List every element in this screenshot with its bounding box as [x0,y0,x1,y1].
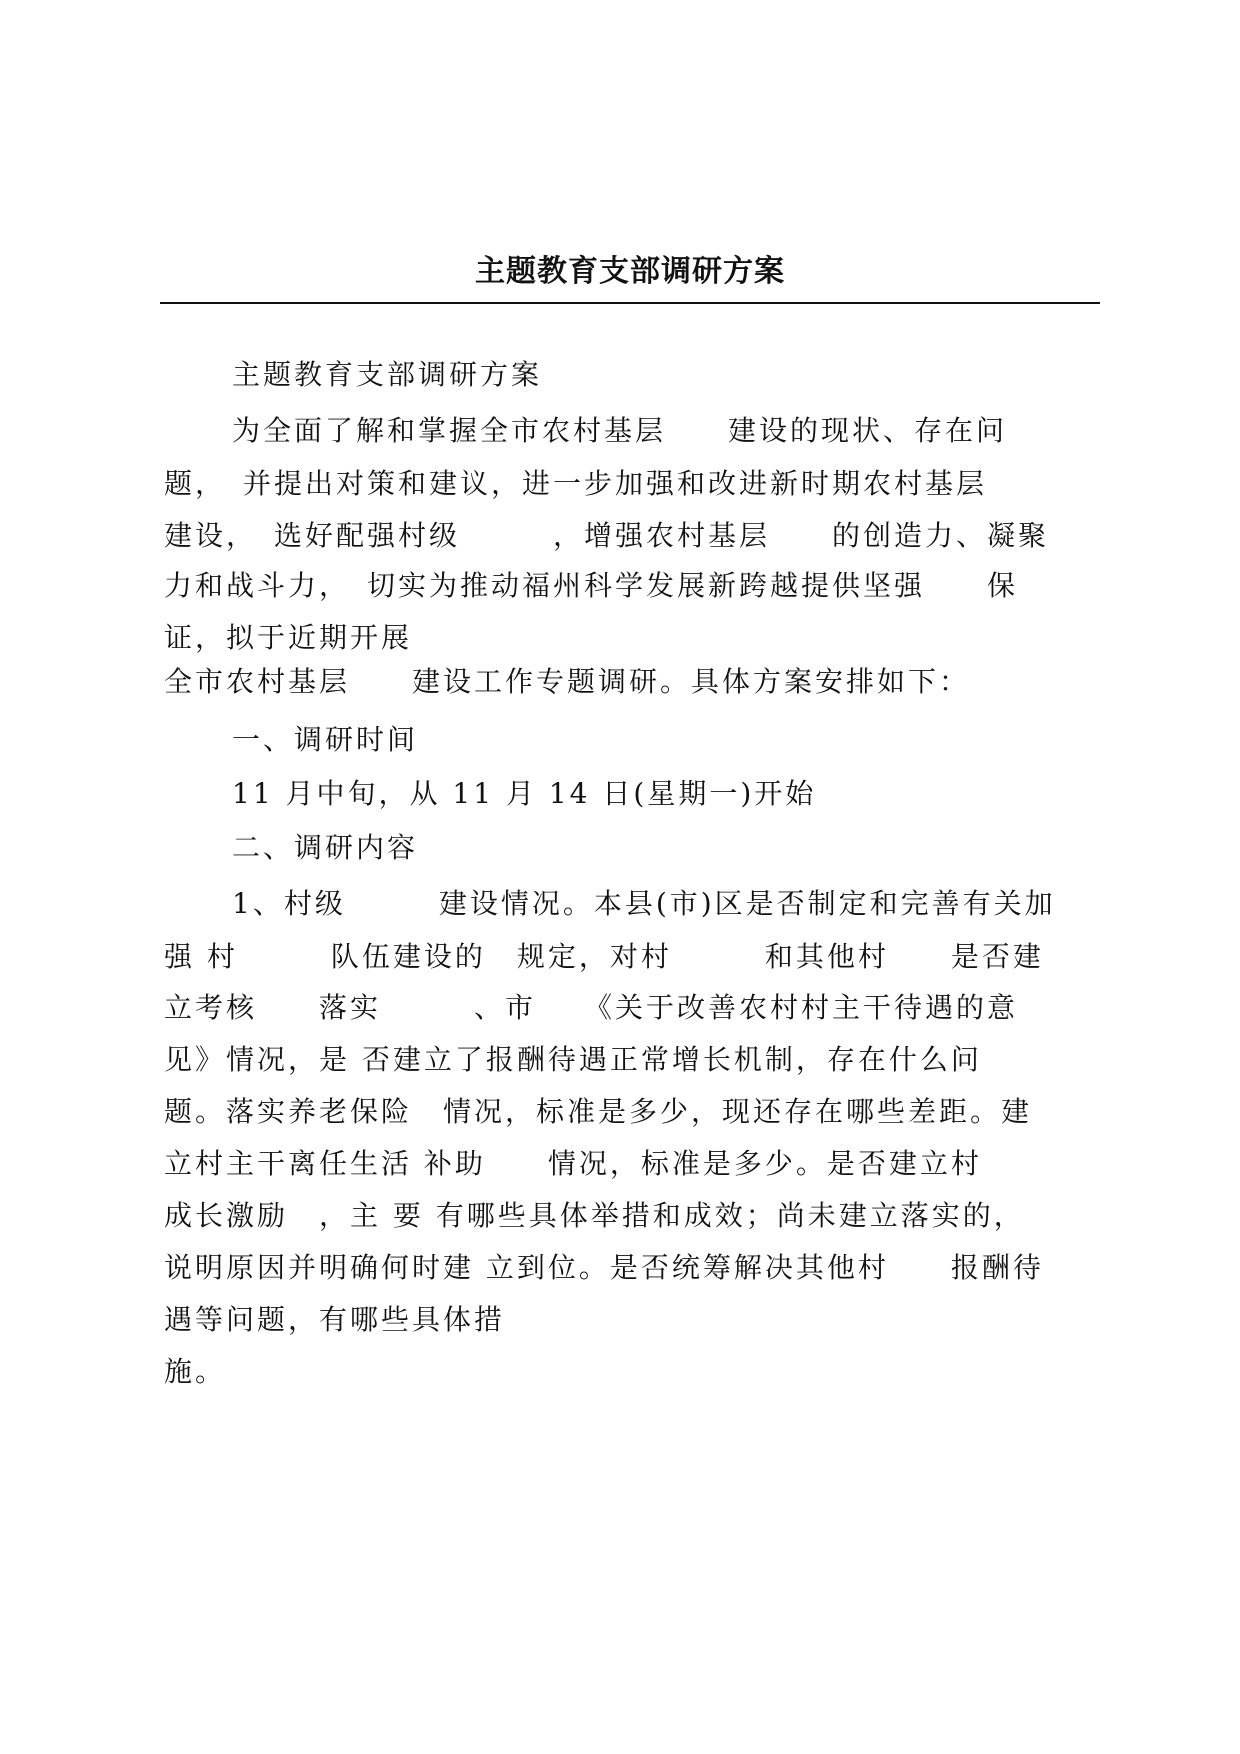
paragraph-line: 见》情况，是 否建立了报酬待遇正常增长机制，存在什么问 [164,1043,982,1076]
title-underline [160,302,1100,304]
paragraph-line: 立考核 落实 、市 《关于改善农村村主干待遇的意 [164,991,1019,1024]
paragraph-line: 强 村 队伍建设的 规定，对村 和其他村 是否建 [164,940,1044,973]
paragraph-line: 证，拟于近期开展 [164,621,413,654]
paragraph-line: 建设， 选好配强村级 ，增强农村基层 的创造力、凝聚 [164,519,1050,552]
paragraph-line: 11 月中旬，从 11 月 14 日(星期一)开始 [232,777,817,810]
paragraph-line: 施。 [164,1355,227,1388]
document-title: 主题教育支部调研方案 [475,254,785,289]
paragraph-line: 1、村级 建设情况。本县(市)区是否制定和完善有关加 [232,887,1056,920]
paragraph-line: 题， 并提出对策和建议，进一步加强和改进新时期农村基层 [164,467,988,500]
section-heading: 一、调研时间 [232,723,419,756]
paragraph-line: 说明原因并明确何时建 立到位。是否统筹解决其他村 报酬待 [164,1251,1044,1284]
paragraph-line: 题。落实养老保险 情况，标准是多少，现还存在哪些差距。建 [164,1095,1033,1128]
paragraph-line: 为全面了解和掌握全市农村基层 建设的现状、存在问 [232,414,1008,447]
section-heading: 二、调研内容 [232,831,419,864]
paragraph-line: 全市农村基层 建设工作专题调研。具体方案安排如下： [164,665,971,698]
paragraph-line: 立村主干离任生活 补助 情况，标准是多少。是否建立村 [164,1147,982,1180]
paragraph-line: 遇等问题，有哪些具体措 [164,1303,506,1336]
body-heading: 主题教育支部调研方案 [232,358,543,391]
paragraph-line: 力和战斗力， 切实为推动福州科学发展新跨越提供坚强 保 [164,569,1019,602]
paragraph-line: 成长激励 ，主 要 有哪些具体举措和成效；尚未建立落实的， [164,1199,1025,1232]
